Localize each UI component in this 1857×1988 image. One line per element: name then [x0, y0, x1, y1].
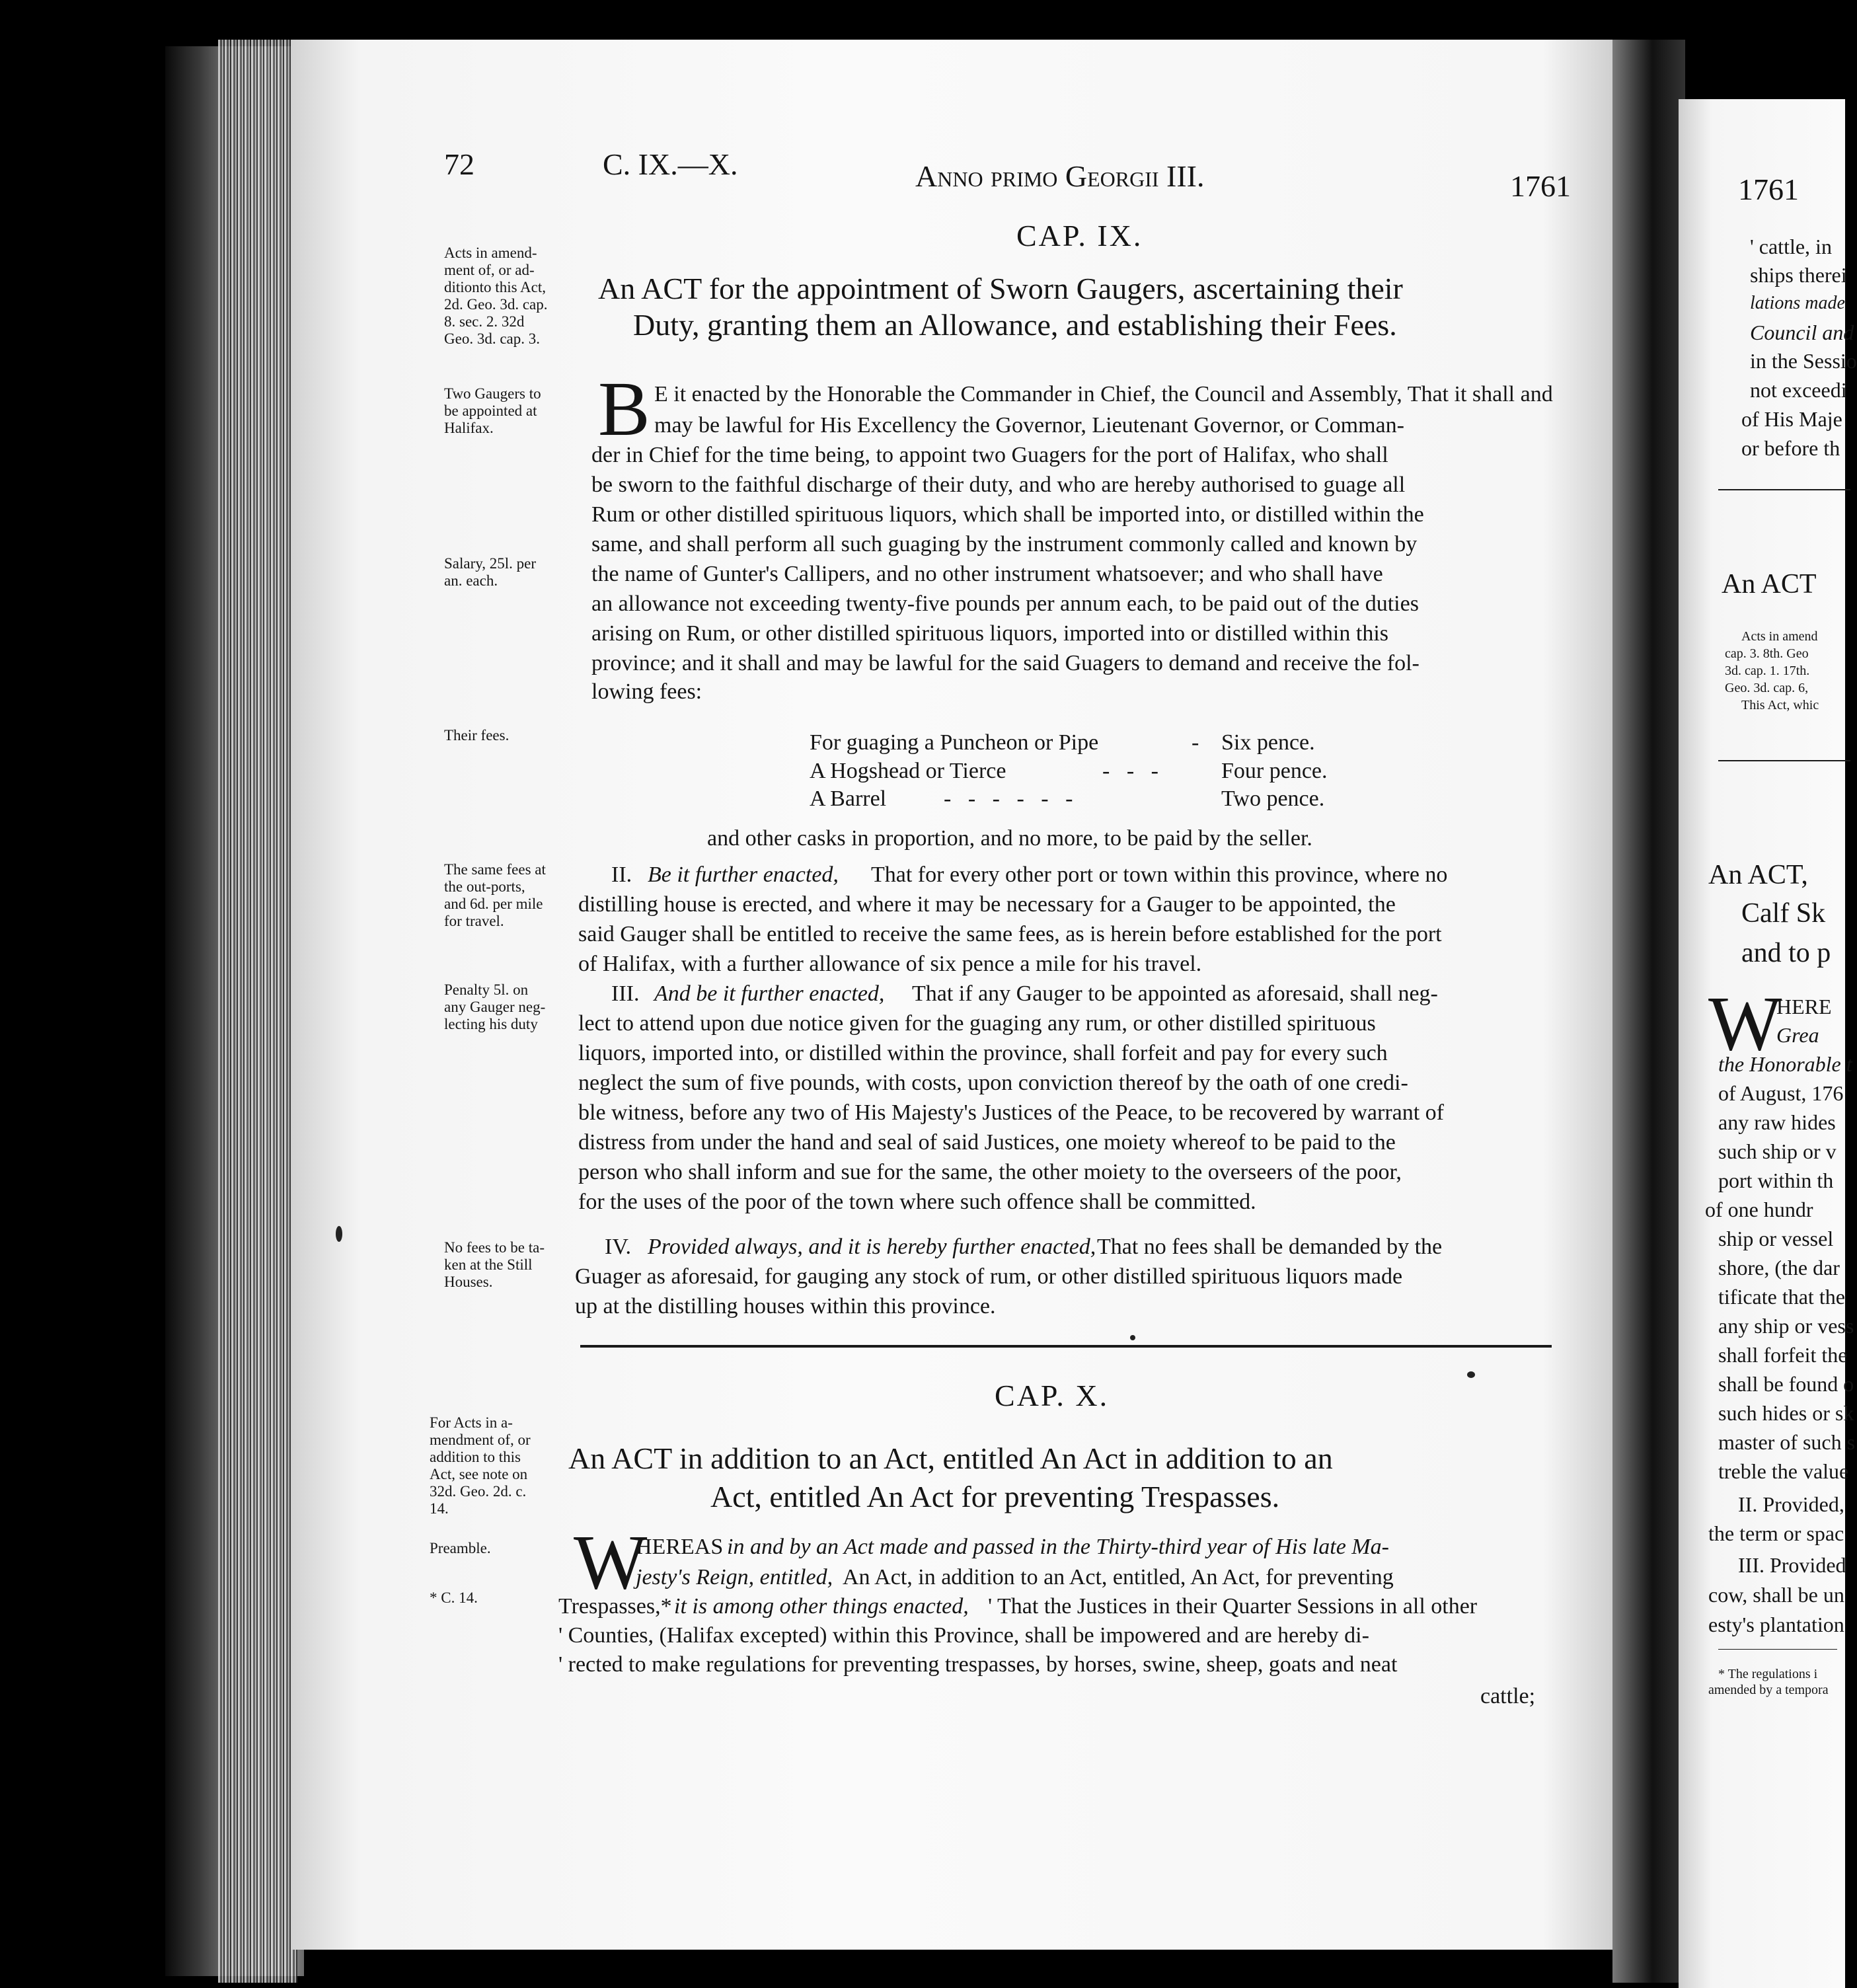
- fee-value-barrel: Two pence.: [1221, 786, 1325, 811]
- right-act2-line-3: and to p: [1741, 938, 1831, 968]
- margin-note-preamble: Preamble.: [430, 1540, 491, 1556]
- cap-ix-title-line-2: Duty, granting them an Allowance, and establishing their Fees.: [633, 308, 1397, 342]
- right-note-5: This Act, whic: [1741, 698, 1819, 712]
- section-ii-line-2: distilling house is erected, and where it may be necessary for a Gauger to be appointed, the: [578, 892, 1396, 917]
- right-body-13: shall forfeit the: [1718, 1343, 1848, 1367]
- speck: [1467, 1371, 1475, 1378]
- cap-x-title-line-1: An ACT in addition to an Act, entitled An Act in addition to an: [568, 1441, 1333, 1475]
- right-body-1: HERE: [1776, 995, 1832, 1018]
- right-body-3: the Honorable t: [1718, 1052, 1852, 1076]
- right-rule-2: [1718, 760, 1850, 761]
- right-act2-line-1: An ACT,: [1708, 860, 1808, 890]
- right-body-12: any ship or vess: [1718, 1314, 1854, 1338]
- section-ii-line-1: That for every other port or town within this province, where no: [871, 862, 1448, 887]
- right-footnote-2: amended by a tempora: [1708, 1683, 1829, 1697]
- right-act2-line-2: Calf Sk: [1741, 898, 1826, 929]
- enacting-line-2: may be lawful for His Excellency the Governor, Lieutenant Governor, or Comman-: [654, 413, 1404, 438]
- right-note-3: 3d. cap. 1. 17th.: [1725, 664, 1810, 678]
- margin-note-salary: Salary, 25l. per an. each.: [444, 555, 537, 589]
- right-note-4: Geo. 3d. cap. 6,: [1725, 681, 1809, 695]
- cap-x-heading: CAP. X.: [995, 1379, 1110, 1412]
- right-body-5: any raw hides: [1718, 1110, 1836, 1134]
- section-iii-line-5: ble witness, before any two of His Majesty's Justices of the Peace, to be recovered by warrant of: [578, 1100, 1444, 1125]
- margin-note-outports: The same fees at the out-ports, and 6d. per mile for travel.: [444, 861, 546, 929]
- preamble-line-2-italic: jesty's Reign, entitled,: [636, 1565, 833, 1589]
- page-edges: [218, 40, 297, 1983]
- right-body-18: II. Provided,: [1738, 1492, 1844, 1516]
- margin-note-their-fees: Their fees.: [444, 727, 510, 744]
- catchword: cattle;: [1480, 1684, 1536, 1708]
- enacting-line-10: province; and it shall and may be lawful for the said Guagers to demand and receive the fol-: [591, 651, 1420, 675]
- drop-cap-w: W: [574, 1519, 648, 1605]
- right-body-9: ship or vessel: [1718, 1227, 1834, 1250]
- fee-item-puncheon: For guaging a Puncheon or Pipe: [810, 730, 1099, 755]
- chapter-divider-rule: [580, 1345, 1552, 1348]
- margin-note-c14: * C. 14.: [430, 1589, 478, 1606]
- right-footnote-1: * The regulations i: [1718, 1667, 1818, 1681]
- book-gutter: [1612, 40, 1685, 1983]
- margin-note-two-gaugers: Two Gaugers to be appointed at Halifax.: [444, 385, 541, 436]
- drop-cap-b: B: [598, 365, 650, 452]
- right-body-6: such ship or v: [1718, 1139, 1837, 1163]
- right-act-title: An ACT: [1722, 569, 1817, 599]
- chapter-range: C. IX.—X.: [603, 147, 738, 181]
- preamble-line-5: ' rected to make regulations for preventing trespasses, by horses, swine, sheep, goats and neat: [558, 1652, 1398, 1677]
- fee-item-hogshead: A Hogshead or Tierce: [810, 759, 1006, 783]
- fee-dashes-puncheon: -: [1192, 730, 1199, 755]
- section-iii-line-2: lect to attend upon due notice given for the guaging any rum, or other distilled spirituous: [578, 1011, 1376, 1036]
- right-body-14: shall be found o: [1718, 1372, 1854, 1396]
- section-ii-line-4: of Halifax, with a further allowance of six pence a mile for his travel.: [578, 952, 1202, 976]
- right-header-year: 1761: [1738, 172, 1799, 206]
- preamble-line-3: ' That the Justices in their Quarter Sessions in all other: [988, 1594, 1478, 1619]
- section-iii-lead: And be it further enacted,: [654, 981, 885, 1006]
- right-line-7: of His Maje: [1741, 407, 1842, 431]
- right-body-7: port within th: [1718, 1168, 1834, 1192]
- enacting-line-8: an allowance not exceeding twenty-five pounds per annum each, to be paid out of the duties: [591, 592, 1419, 616]
- right-page: [1679, 99, 1857, 1988]
- section-iii-number: III.: [611, 981, 640, 1006]
- page-number: 72: [444, 147, 474, 181]
- section-iii-line-1: That if any Gauger to be appointed as aforesaid, shall neg-: [912, 981, 1438, 1006]
- preamble-line-3-trespasses: Trespasses,*: [558, 1594, 672, 1619]
- right-line-8: or before th: [1741, 436, 1840, 460]
- section-iv-line-3: up at the distilling houses within this province.: [575, 1294, 996, 1319]
- header-year: 1761: [1510, 169, 1571, 203]
- right-body-11: tificate that the: [1718, 1285, 1845, 1309]
- preamble-line-2: An Act, in addition to an Act, entitled, An Act, for preventing: [843, 1565, 1394, 1589]
- right-body-2: Grea: [1776, 1023, 1819, 1047]
- fee-value-puncheon: Six pence.: [1221, 730, 1315, 755]
- section-ii-lead: Be it further enacted,: [648, 862, 839, 887]
- section-iii-line-3: liquors, imported into, or distilled within the province, shall forfeit and pay for every such: [578, 1041, 1388, 1065]
- section-iv-lead: Provided always, and it is hereby further enacted,: [648, 1235, 1096, 1259]
- right-body-20: III. Provided: [1738, 1553, 1846, 1577]
- fee-value-hogshead: Four pence.: [1221, 759, 1328, 783]
- preamble-line-4: ' Counties, (Halifax excepted) within this Province, shall be impowered and are hereby di-: [558, 1623, 1369, 1648]
- margin-note-penalty: Penalty 5l. on any Gauger neg- lecting his duty: [444, 981, 546, 1032]
- right-line-6: not exceedi: [1750, 378, 1847, 402]
- fee-dashes-hogshead: - - -: [1102, 759, 1158, 783]
- margin-note-cap-x-amendments: For Acts in a- mendment of, or addition to this Act, see note on 32d. Geo. 2d. c. 14.: [430, 1414, 531, 1517]
- running-title: Anno primo Georgii III.: [915, 159, 1205, 193]
- right-line-4: Council and: [1750, 321, 1854, 344]
- right-note-1: Acts in amend: [1741, 629, 1818, 644]
- cap-ix-title-line-1: An ACT for the appointment of Sworn Gaugers, ascertaining their: [598, 272, 1403, 305]
- right-body-16: master of such s: [1718, 1430, 1856, 1454]
- enacting-line-3: der in Chief for the time being, to appoint two Guagers for the port of Halifax, who shall: [591, 443, 1388, 467]
- section-iv-line-2: Guager as aforesaid, for gauging any stock of rum, or other distilled spirituous liquors made: [575, 1264, 1403, 1289]
- right-rule-1: [1718, 489, 1850, 490]
- fee-item-barrel: A Barrel: [810, 786, 887, 811]
- fee-dashes-barrel: - - - - - -: [944, 786, 1073, 811]
- right-line-2: ships therei: [1750, 263, 1847, 287]
- enacting-line-6: same, and shall perform all such guaging by the instrument commonly called and known by: [591, 532, 1418, 556]
- enacting-line-1: E it enacted by the Honorable the Commander in Chief, the Council and Assembly, That it shall and: [654, 382, 1553, 406]
- enacting-line-11: lowing fees:: [591, 679, 702, 704]
- right-body-22: esty's plantation: [1708, 1613, 1844, 1636]
- right-note-2: cap. 3. 8th. Geo: [1725, 646, 1809, 661]
- margin-note-amendments: Acts in amend- ment of, or ad- ditionto this Act, 2d. Geo. 3d. cap. 8. sec. 2. 32d Geo. 3d. cap. 3.: [444, 245, 548, 347]
- right-line-3: lations made: [1750, 293, 1845, 313]
- section-ii-number: II.: [611, 862, 632, 887]
- enacting-line-7: the name of Gunter's Callipers, and no other instrument whatsoever; and who shall have: [591, 562, 1383, 586]
- right-line-1: ' cattle, in: [1750, 235, 1832, 258]
- right-line-5: in the Sessio: [1750, 349, 1857, 373]
- preamble-line-1: in and by an Act made and passed in the Thirty-third year of His late Ma-: [727, 1535, 1389, 1559]
- speck: [336, 1226, 342, 1242]
- right-body-10: shore, (the dar: [1718, 1256, 1840, 1280]
- preamble-line-3-italic: it is among other things enacted,: [674, 1594, 969, 1619]
- cap-ix-heading: CAP. IX.: [1016, 219, 1143, 252]
- section-iii-line-8: for the uses of the poor of the town where such offence shall be committed.: [578, 1190, 1256, 1214]
- cap-x-title-line-2: Act, entitled An Act for preventing Trespasses.: [710, 1480, 1280, 1513]
- right-body-8: of one hundr: [1705, 1198, 1813, 1221]
- section-ii-line-3: said Gauger shall be entitled to receive the same fees, as is herein before established for the port: [578, 922, 1442, 946]
- speck: [1130, 1335, 1135, 1340]
- right-body-15: such hides or sk: [1718, 1401, 1854, 1425]
- fees-closing-line: and other casks in proportion, and no more, to be paid by the seller.: [707, 826, 1312, 851]
- section-iii-line-4: neglect the sum of five pounds, with costs, upon conviction thereof by the oath of one credi-: [578, 1071, 1408, 1095]
- right-body-17: treble the value: [1718, 1459, 1849, 1483]
- right-drop-cap-w: W: [1708, 980, 1782, 1067]
- section-iv-line-1: That no fees shall be demanded by the: [1097, 1235, 1443, 1259]
- preamble-whereas: HEREAS: [636, 1535, 724, 1559]
- section-iv-number: IV.: [605, 1235, 631, 1259]
- margin-note-no-fees: No fees to be ta- ken at the Still Houses.: [444, 1239, 545, 1290]
- right-body-21: cow, shall be un: [1708, 1583, 1844, 1607]
- enacting-line-9: arising on Rum, or other distilled spirituous liquors, imported into or distilled within this: [591, 621, 1389, 646]
- enacting-line-4: be sworn to the faithful discharge of their duty, and who are hereby authorised to guage all: [591, 473, 1406, 497]
- section-iii-line-6: distress from under the hand and seal of said Justices, one moiety whereof to be paid to the: [578, 1130, 1396, 1155]
- right-body-4: of August, 176: [1718, 1081, 1844, 1105]
- right-body-19: the term or spac: [1708, 1521, 1844, 1545]
- enacting-line-5: Rum or other distilled spirituous liquors, which shall be imported into, or distilled within the: [591, 502, 1424, 527]
- section-iii-line-7: person who shall inform and sue for the same, the other moiety to the overseers of the poor,: [578, 1160, 1402, 1184]
- footnote-rule: [1718, 1649, 1837, 1650]
